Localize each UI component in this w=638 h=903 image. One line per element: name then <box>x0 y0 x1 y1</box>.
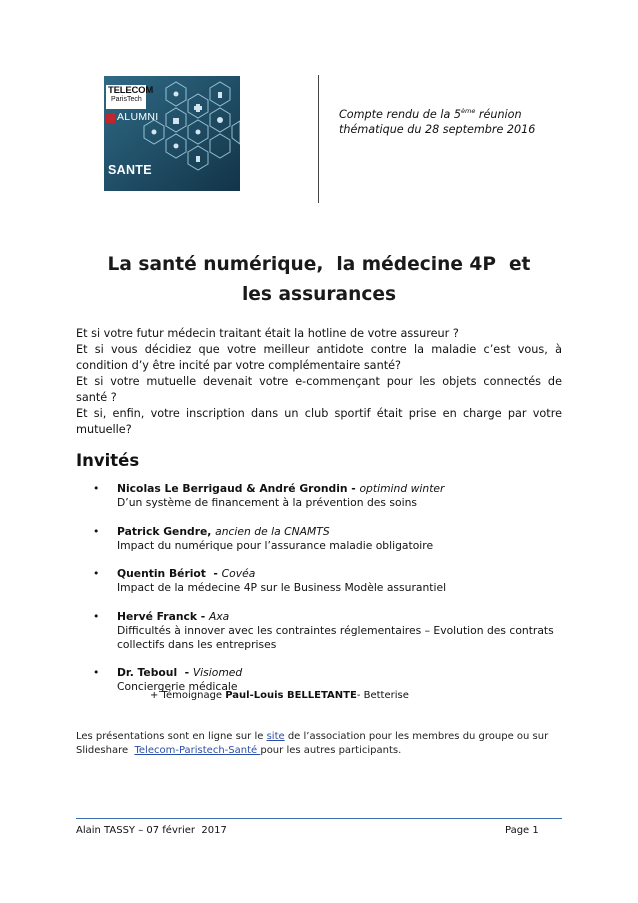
guest-name: Hervé Franck - <box>117 609 209 623</box>
pres-text: Les présentations sont en ligne sur le <box>76 731 267 742</box>
intro-line: mutuelle? <box>76 423 132 436</box>
bullet-icon: • <box>93 524 100 538</box>
footer-author-date: Alain TASSY – 07 février 2017 <box>76 825 227 836</box>
pres-text: Slideshare <box>76 745 135 756</box>
guest-organization: optimind winter <box>359 482 445 495</box>
document-title <box>76 250 562 310</box>
bullet-icon: • <box>93 666 100 679</box>
guest-topic: Impact du numérique pour l’assurance maladie obligatoire <box>117 538 434 552</box>
guest-topic: Conciergerie médicale <box>117 680 238 693</box>
logo-sante-text: SANTE <box>108 163 152 177</box>
guest-topic: D’un système de financement à la prévention des soins <box>117 496 417 509</box>
report-line-1 <box>339 104 535 122</box>
pres-text: de l’association pour les membres du groupe ou sur <box>284 731 549 742</box>
alumni-red-square <box>106 114 115 123</box>
intro-line: Et si vous décidiez que votre meilleur antidote contre la maladie c’est vous, à <box>76 343 562 356</box>
intro-line: santé ? <box>76 391 117 404</box>
footer-page-number: Page 1 <box>505 825 539 836</box>
presentations-note <box>76 730 562 758</box>
guest-item <box>93 482 573 510</box>
testimony-name: Paul-Louis BELLETANTE <box>225 690 357 701</box>
guest-topic: Impact de la médecine 4P sur le Business Modèle assurantiel <box>117 581 447 594</box>
guest-topic: Difficultés à innover avec les contraintes réglementaires – Evolution des contrats <box>117 623 554 637</box>
guest-name: Nicolas Le Berrigaud & André Grondin - <box>117 482 360 495</box>
site-link[interactable]: site <box>266 731 285 742</box>
logo-alumni-text: ALUMNI <box>117 111 159 123</box>
logo-paristech-text: ParisTech <box>111 96 142 103</box>
logo-telecom-text: TELECOM <box>108 85 154 96</box>
invites-heading: Invités <box>76 451 140 470</box>
guest-organization: Covéa <box>221 567 256 580</box>
footer-rule <box>76 818 562 819</box>
guest-organization: Visiomed <box>192 666 243 679</box>
intro-line: Et si votre mutuelle devenait votre e-commençant pour les objets connectés de <box>76 375 562 388</box>
report-line-1-text: Compte rendu de la 5 <box>339 108 461 121</box>
bullet-icon: • <box>93 567 100 580</box>
title-line-2: les assurances <box>241 284 397 305</box>
guest-organization: Axa <box>208 609 230 623</box>
report-line-1-end: réunion <box>475 108 522 121</box>
guest-name: Patrick Gendre, <box>117 524 216 538</box>
intro-line: Et si votre futur médecin traitant était la hotline de votre assureur ? <box>76 327 459 340</box>
report-superscript: ème <box>460 107 476 115</box>
guest-topic: collectifs dans les entreprises <box>117 637 277 651</box>
guest-item <box>93 610 573 652</box>
intro-paragraph <box>76 326 562 438</box>
testimony-suffix: - Betterise <box>356 690 409 701</box>
report-line-2: thématique du 28 septembre 2016 <box>339 123 536 136</box>
guest-name: Quentin Bériot - <box>117 567 222 580</box>
report-caption <box>339 104 535 137</box>
testimony-line <box>150 690 409 701</box>
pres-text: pour les autres participants. <box>260 745 402 756</box>
header-divider <box>318 75 319 203</box>
intro-line: Et si, enfin, votre inscription dans un club sportif était prise en charge par votre <box>76 407 562 420</box>
guest-item <box>93 525 573 553</box>
title-line-1: La santé numérique, la médecine 4P et <box>107 254 531 275</box>
guest-item <box>93 567 573 595</box>
guest-list <box>93 482 573 709</box>
bullet-icon: • <box>93 609 100 623</box>
guest-organization: ancien de la CNAMTS <box>215 524 330 538</box>
slideshare-link[interactable]: Telecom-Paristech-Santé <box>134 745 261 756</box>
testimony-prefix: + Témoignage <box>150 690 226 701</box>
telecom-alumni-sante-logo <box>104 76 240 191</box>
guest-name: Dr. Teboul - <box>117 666 193 679</box>
telecom-badge <box>106 85 154 109</box>
intro-line: condition d’y être incité par votre complémentaire santé? <box>76 359 402 372</box>
bullet-icon: • <box>93 482 100 495</box>
